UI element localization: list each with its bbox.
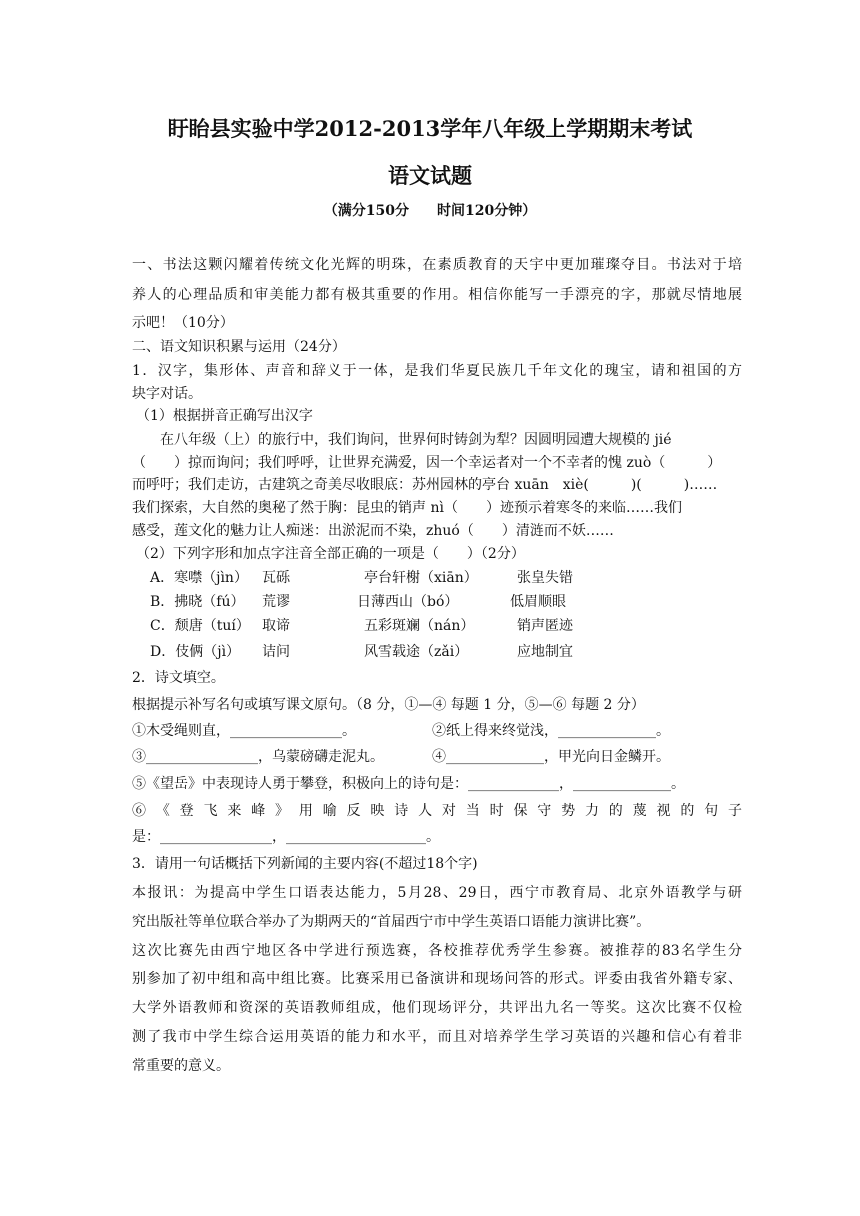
q2-blank-3: ③________________，乌蒙磅礴走泥丸。 [132, 749, 384, 765]
option-b-item3: 日薄西山（bó） [357, 594, 459, 610]
option-b-item4: 低眉顺眼 [510, 594, 566, 610]
q2-blank-6: ⑥《登飞来峰》用喻反映诗人对当时保守势力的蔑视的句子 [132, 803, 742, 819]
q2-blank-5: ⑤《望岳》中表现诗人勇于攀登，积极向上的诗句是：_____________，______________。 [132, 776, 685, 792]
exam-subtitle: 语文试题 [388, 163, 472, 188]
q2-blank-4: ④______________，甲光向日金鳞开。 [432, 749, 670, 765]
q1-text: 1．汉字，集形体、声音和辞义于一体，是我们华夏民族几千年文化的瑰宝，请和祖国的方 [132, 363, 742, 379]
option-a-item1: A．寒噤（jìn） [150, 570, 248, 586]
option-a-item3: 亭台轩榭（xiān） [364, 570, 478, 586]
q1-sub1: （1）根据拼音正确写出汉字 [136, 408, 313, 424]
q1-passage-line: 感受，莲文化的魅力让人痴迷：出淤泥而不染，zhuó（ ）清涟而不妖…… [132, 523, 614, 539]
exam-title: 盱眙县实验中学2012-2013学年八年级上学期期末考试 [167, 116, 693, 141]
option-b-item2: 荒谬 [262, 594, 290, 610]
q2-blank-2: ②纸上得来终觉浅，______________。 [432, 723, 670, 739]
section1-line: 一、书法这颗闪耀着传统文化光辉的明珠，在素质教育的天宇中更加璀璨夺目。书法对于培 [132, 257, 742, 273]
section2-heading: 二、语文知识积累与运用（24分） [132, 339, 346, 355]
q1-passage-line: 我们探索，大自然的奥秘了然于胸：昆虫的销声 nì（ ）迹预示着寒冬的来临……我们 [132, 500, 682, 516]
option-b-item1: B．拂晓（fú） [150, 594, 245, 610]
q1-passage-line: （ ）掠而询问；我们呼呼，让世界充满爱，因一个幸运者对一个不幸者的愧 zuò（ ） [132, 455, 722, 471]
section1-line: 养人的心理品质和审美能力都有极其重要的作用。相信你能写一手漂亮的字，那就尽情地展 [132, 287, 742, 303]
q1-passage-line: 而呼吁；我们走访，古建筑之奇美尽收眼底：苏州园林的亭台 xuān xiè( )( )…… [132, 477, 718, 493]
q2-blank-1: ①木受绳则直，________________。 [132, 723, 356, 739]
option-d-item3: 风雪载途（zǎi） [364, 644, 469, 660]
news-line: 究出版社等单位联合举办了为期两天的“首届西宁市中学生英语口语能力演讲比赛”。 [132, 914, 651, 930]
option-c-item2: 取谛 [262, 618, 290, 634]
option-d-item2: 诘问 [262, 644, 290, 660]
option-d-item4: 应地制宜 [517, 644, 573, 660]
exam-meta: （满分150分 时间120分钟） [323, 203, 537, 219]
section1-line: 示吧！（10分） [132, 315, 234, 331]
option-c-item4: 销声匿迹 [517, 618, 573, 634]
q1-passage-line: 在八年级（上）的旅行中，我们询问，世界何时铸剑为犁？因圆明园遭大规模的 jié [132, 432, 672, 448]
option-c-item1: C．颓唐（tuí） [150, 618, 250, 634]
news-line: 大学外语教师和资深的英语教师组成，他们现场评分，共评出九名一等奖。这次比赛不仅检 [132, 1000, 742, 1016]
option-a-item2: 瓦砾 [262, 570, 290, 586]
q3-heading: 3．请用一句话概括下列新闻的主要内容(不超过18个字) [132, 856, 478, 872]
q1-text: 块字对话。 [132, 386, 202, 402]
news-line: 本报讯：为提高中学生口语表达能力，5月28、29日，西宁市教育局、北京外语教学与研 [132, 885, 742, 901]
q2-blank-6-answer: 是：________________，____________________。 [132, 829, 440, 845]
q2-heading: 2．诗文填空。 [132, 670, 225, 686]
option-d-item1: D．伎俩（jì） [150, 644, 241, 660]
option-c-item3: 五彩斑斓（nán） [364, 618, 475, 634]
news-line: 别参加了初中组和高中组比赛。比赛采用已备演讲和现场问答的形式。评委由我省外籍专家、 [132, 971, 742, 987]
news-line: 测了我市中学生综合运用英语的能力和水平，而且对培养学生学习英语的兴趣和信心有着非 [132, 1029, 742, 1045]
news-line: 这次比赛先由西宁地区各中学进行预选赛，各校推荐优秀学生参赛。被推荐的83名学生分 [132, 943, 742, 959]
q1-sub2: （2）下列字形和加点字注音全部正确的一项是（ ）（2分） [136, 546, 525, 562]
news-line: 常重要的意义。 [132, 1058, 230, 1074]
q2-intro: 根据提示补写名句或填写课文原句。（8 分，①—④ 每题 1 分，⑤—⑥ 每题 2 分） [132, 697, 645, 713]
option-a-item4: 张皇失错 [517, 570, 573, 586]
